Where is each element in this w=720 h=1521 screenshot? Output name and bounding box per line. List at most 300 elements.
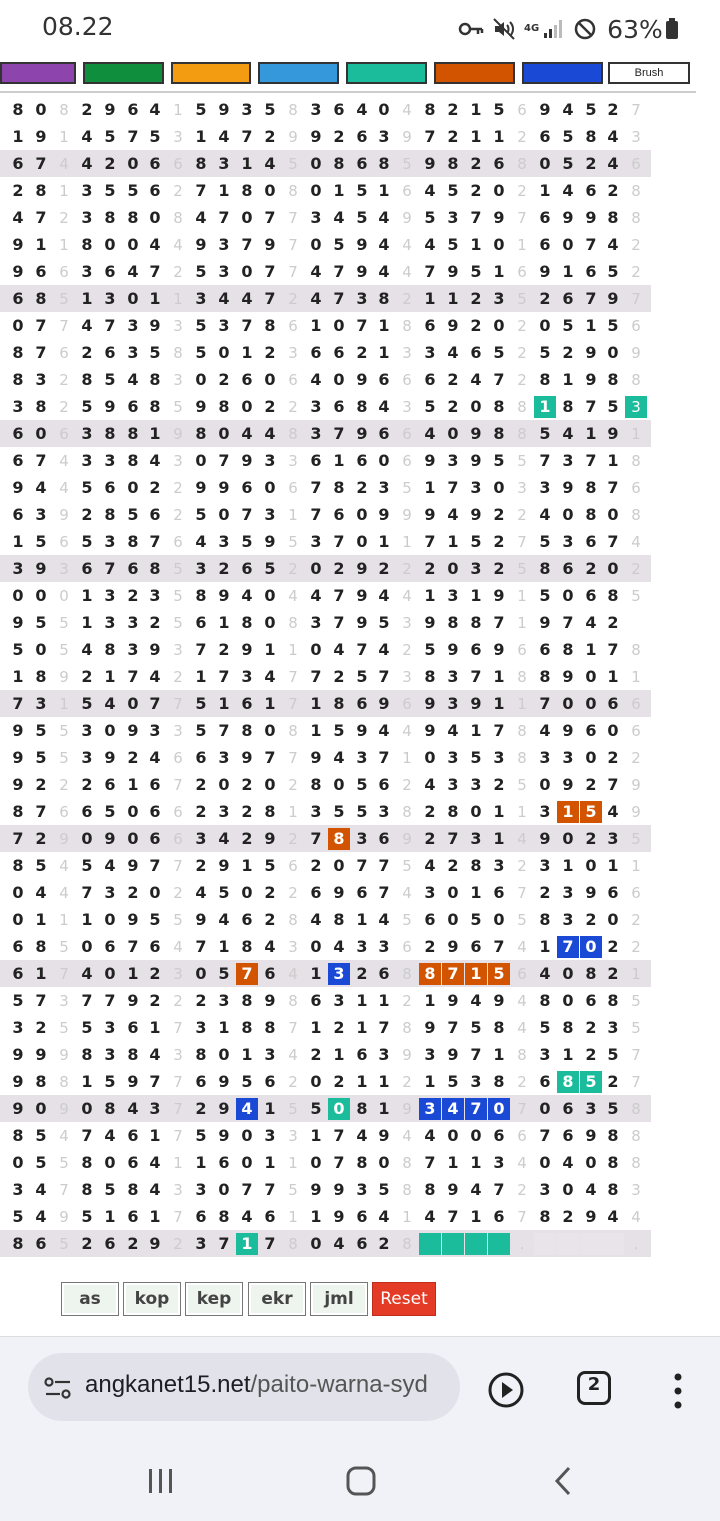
grid-cell[interactable]: 6 — [104, 478, 116, 497]
grid-cell[interactable]: 8 — [493, 1072, 505, 1091]
grid-cell[interactable]: 5 — [378, 613, 390, 632]
grid-separator-cell[interactable]: 9 — [59, 1208, 69, 1226]
grid-cell[interactable]: 6 — [356, 1045, 368, 1064]
grid-cell[interactable]: 3 — [378, 478, 390, 497]
grid-cell[interactable]: 0 — [195, 370, 207, 389]
grid-cell[interactable]: 6 — [104, 262, 116, 281]
grid-cell[interactable]: 2 — [81, 667, 93, 686]
grid-cell[interactable]: 8 — [424, 100, 436, 119]
grid-cell[interactable]: 7 — [241, 235, 253, 254]
grid-cell[interactable]: 6 — [310, 343, 322, 362]
grid-cell[interactable]: 2 — [493, 532, 505, 551]
grid-separator-cell[interactable]: 9 — [402, 1100, 412, 1118]
grid-separator-cell[interactable]: 7 — [173, 1019, 183, 1037]
grid-cell[interactable]: 6 — [104, 343, 116, 362]
grid-separator-cell[interactable]: 8 — [173, 209, 183, 227]
grid-cell[interactable]: 4 — [424, 424, 436, 443]
grid-cell[interactable]: 9 — [149, 316, 161, 335]
grid-separator-cell[interactable]: 4 — [517, 938, 527, 956]
grid-cell[interactable]: 4 — [104, 694, 116, 713]
grid-cell[interactable]: 0 — [470, 1126, 482, 1145]
grid-cell[interactable]: 4 — [241, 586, 253, 605]
grid-cell[interactable]: 3 — [12, 397, 24, 416]
grid-cell[interactable]: 6 — [195, 1072, 207, 1091]
grid-cell[interactable]: 3 — [539, 478, 551, 497]
grid-cell[interactable]: 0 — [127, 694, 139, 713]
grid-cell[interactable]: 3 — [264, 1045, 276, 1064]
grid-cell[interactable]: 4 — [81, 127, 93, 146]
grid-separator-cell[interactable]: 4 — [59, 479, 69, 497]
grid-separator-cell[interactable]: 9 — [631, 344, 641, 362]
grid-cell[interactable]: 8 — [333, 478, 345, 497]
grid-separator-cell[interactable]: 6 — [517, 641, 527, 659]
grid-cell[interactable]: 2 — [264, 397, 276, 416]
grid-cell[interactable]: 0 — [447, 424, 459, 443]
grid-cell[interactable]: 0 — [562, 964, 574, 983]
grid-cell[interactable]: 2 — [447, 127, 459, 146]
grid-cell[interactable]: 0 — [447, 1126, 459, 1145]
grid-cell[interactable]: 8 — [127, 451, 139, 470]
grid-cell[interactable]: 3 — [378, 802, 390, 821]
grid-cell[interactable]: 3 — [424, 883, 436, 902]
grid-cell[interactable]: 3 — [447, 451, 459, 470]
grid-cell[interactable]: 6 — [127, 1018, 139, 1037]
grid-separator-cell[interactable]: 2 — [59, 371, 69, 389]
grid-cell[interactable]: 9 — [218, 856, 230, 875]
grid-cell[interactable]: 5 — [195, 100, 207, 119]
grid-separator-cell[interactable]: 8 — [402, 1154, 412, 1172]
grid-cell[interactable]: 4 — [607, 1207, 619, 1226]
grid-cell[interactable]: 0 — [562, 829, 574, 848]
grid-cell[interactable]: 5 — [580, 1071, 602, 1093]
grid-cell[interactable]: 2 — [493, 775, 505, 794]
grid-cell[interactable]: 9 — [470, 451, 482, 470]
grid-cell[interactable]: 4 — [35, 1207, 47, 1226]
grid-cell[interactable]: 8 — [539, 559, 551, 578]
grid-cell[interactable]: 3 — [378, 937, 390, 956]
grid-cell[interactable]: 0 — [447, 883, 459, 902]
grid-cell[interactable]: 4 — [241, 424, 253, 443]
grid-cell[interactable]: 0 — [562, 235, 574, 254]
grid-cell[interactable]: 7 — [424, 1153, 436, 1172]
grid-cell[interactable]: 2 — [195, 775, 207, 794]
grid-cell[interactable]: 8 — [12, 1126, 24, 1145]
grid-separator-cell[interactable]: 2 — [288, 290, 298, 308]
grid-cell[interactable]: 1 — [12, 532, 24, 551]
grid-cell[interactable]: 2 — [607, 964, 619, 983]
grid-cell[interactable]: 6 — [378, 829, 390, 848]
grid-cell[interactable]: 1 — [218, 1018, 230, 1037]
grid-separator-cell[interactable]: 3 — [288, 452, 298, 470]
grid-separator-cell[interactable]: 9 — [173, 425, 183, 443]
grid-cell[interactable]: 3 — [539, 1045, 551, 1064]
grid-cell[interactable]: 9 — [585, 370, 597, 389]
grid-separator-cell[interactable]: 4 — [402, 1127, 412, 1145]
grid-separator-cell[interactable]: 4 — [631, 1208, 641, 1226]
grid-cell[interactable]: 0 — [447, 559, 459, 578]
grid-separator-cell[interactable]: 4 — [517, 1154, 527, 1172]
grid-cell[interactable]: 1 — [424, 1072, 436, 1091]
grid-separator-cell[interactable]: 5 — [402, 857, 412, 875]
grid-cell[interactable]: 6 — [378, 775, 390, 794]
grid-separator-cell[interactable]: 3 — [59, 560, 69, 578]
grid-cell[interactable]: 0 — [218, 424, 230, 443]
grid-cell[interactable]: 4 — [470, 370, 482, 389]
grid-cell[interactable]: 3 — [81, 208, 93, 227]
grid-separator-cell[interactable]: 2 — [517, 182, 527, 200]
grid-cell[interactable]: 8 — [607, 1153, 619, 1172]
grid-separator-cell[interactable]: 1 — [402, 533, 412, 551]
grid-cell[interactable]: 5 — [470, 262, 482, 281]
grid-cell[interactable]: 3 — [104, 289, 116, 308]
grid-cell[interactable]: 2 — [493, 559, 505, 578]
grid-cell[interactable]: 8 — [241, 613, 253, 632]
grid-separator-cell[interactable]: 5 — [173, 398, 183, 416]
grid-cell[interactable]: 6 — [562, 559, 574, 578]
grid-separator-cell[interactable]: 7 — [631, 101, 641, 119]
grid-separator-cell[interactable]: 6 — [288, 479, 298, 497]
grid-cell[interactable]: 5 — [607, 316, 619, 335]
grid-cell[interactable]: 3 — [35, 370, 47, 389]
grid-cell[interactable]: 0 — [333, 316, 345, 335]
grid-cell[interactable]: 2 — [424, 559, 436, 578]
grid-separator-cell[interactable]: 7 — [517, 1100, 527, 1118]
grid-separator-cell[interactable]: 2 — [631, 749, 641, 767]
grid-cell[interactable]: 5 — [470, 1018, 482, 1037]
grid-cell[interactable]: 3 — [104, 1018, 116, 1037]
grid-cell[interactable]: 2 — [264, 883, 276, 902]
grid-cell[interactable]: 9 — [447, 991, 459, 1010]
grid-cell[interactable]: 2 — [333, 1018, 345, 1037]
grid-cell[interactable]: 1 — [310, 1018, 322, 1037]
grid-cell[interactable]: 0 — [470, 802, 482, 821]
grid-cell[interactable]: 8 — [356, 1099, 368, 1118]
grid-cell[interactable]: 2 — [104, 154, 116, 173]
grid-cell[interactable]: 4 — [539, 721, 551, 740]
grid-cell[interactable]: 1 — [241, 343, 253, 362]
grid-cell[interactable]: 5 — [149, 910, 161, 929]
grid-cell[interactable]: 1 — [447, 1153, 459, 1172]
grid-cell[interactable]: 7 — [447, 478, 459, 497]
grid-cell[interactable]: 8 — [264, 1018, 276, 1037]
grid-cell[interactable]: 7 — [35, 991, 47, 1010]
grid-cell[interactable]: 3 — [81, 721, 93, 740]
grid-separator-cell[interactable]: 5 — [59, 938, 69, 956]
grid-cell[interactable]: 8 — [195, 154, 207, 173]
grid-separator-cell[interactable]: 2 — [288, 398, 298, 416]
more-options-icon[interactable] — [668, 1371, 688, 1411]
grid-cell[interactable]: 0 — [104, 910, 116, 929]
grid-separator-cell[interactable]: 3 — [631, 1181, 641, 1199]
grid-cell[interactable]: 1 — [539, 937, 551, 956]
grid-cell[interactable]: 8 — [35, 1072, 47, 1091]
grid-separator-cell[interactable]: 4 — [288, 1046, 298, 1064]
grid-cell[interactable]: 9 — [562, 721, 574, 740]
grid-cell[interactable]: 3 — [104, 532, 116, 551]
grid-cell[interactable]: 8 — [447, 802, 459, 821]
grid-cell[interactable]: 7 — [149, 1072, 161, 1091]
grid-cell[interactable]: 9 — [264, 991, 276, 1010]
grid-cell[interactable]: 1 — [356, 910, 368, 929]
grid-separator-cell[interactable]: 5 — [59, 641, 69, 659]
grid-cell[interactable]: 7 — [585, 235, 597, 254]
grid-cell[interactable]: 4 — [127, 1099, 139, 1118]
grid-cell[interactable]: 7 — [447, 1018, 459, 1037]
grid-cell[interactable]: 3 — [493, 856, 505, 875]
grid-cell[interactable]: 6 — [127, 100, 139, 119]
grid-cell[interactable]: 1 — [310, 694, 322, 713]
grid-cell[interactable]: 6 — [264, 1207, 276, 1226]
grid-cell[interactable]: 6 — [333, 397, 345, 416]
grid-cell[interactable]: 2 — [356, 343, 368, 362]
grid-cell[interactable]: 6 — [149, 802, 161, 821]
grid-separator-cell[interactable]: 1 — [59, 182, 69, 200]
grid-separator-cell[interactable]: 8 — [288, 992, 298, 1010]
grid-separator-cell[interactable]: 0 — [59, 587, 69, 605]
grid-cell[interactable]: 3 — [378, 127, 390, 146]
grid-separator-cell[interactable]: 4 — [59, 452, 69, 470]
grid-cell[interactable]: 4 — [442, 1098, 464, 1120]
grid-cell[interactable]: 9 — [12, 235, 24, 254]
grid-separator-cell[interactable]: 3 — [517, 479, 527, 497]
grid-cell[interactable]: 7 — [149, 262, 161, 281]
grid-cell[interactable]: 9 — [12, 721, 24, 740]
grid-separator-cell[interactable]: 6 — [517, 263, 527, 281]
grid-cell[interactable]: 7 — [264, 748, 276, 767]
grid-cell[interactable]: 8 — [218, 397, 230, 416]
grid-separator-cell[interactable]: 7 — [59, 965, 69, 983]
grid-cell[interactable]: 7 — [104, 316, 116, 335]
grid-cell[interactable]: 9 — [424, 154, 436, 173]
grid-cell[interactable]: 4 — [35, 883, 47, 902]
grid-cell[interactable]: 9 — [470, 694, 482, 713]
grid-cell[interactable]: 9 — [424, 694, 436, 713]
grid-separator-cell[interactable]: 7 — [288, 668, 298, 686]
grid-cell[interactable]: 2 — [264, 343, 276, 362]
grid-separator-cell[interactable]: 5 — [173, 911, 183, 929]
grid-separator-cell[interactable]: 3 — [173, 317, 183, 335]
grid-cell[interactable]: 7 — [333, 613, 345, 632]
grid-cell[interactable]: 7 — [442, 963, 464, 985]
grid-cell[interactable]: 6 — [378, 370, 390, 389]
grid-cell[interactable]: 3 — [81, 451, 93, 470]
grid-cell[interactable]: 6 — [356, 451, 368, 470]
grid-cell[interactable]: 0 — [607, 505, 619, 524]
grid-cell[interactable]: 9 — [493, 640, 505, 659]
grid-cell[interactable]: 9 — [218, 478, 230, 497]
grid-separator-cell[interactable]: 2 — [402, 1073, 412, 1091]
grid-cell[interactable]: 9 — [585, 208, 597, 227]
grid-separator-cell[interactable]: 6 — [517, 101, 527, 119]
grid-separator-cell[interactable]: 7 — [173, 1073, 183, 1091]
grid-cell[interactable]: 9 — [356, 262, 368, 281]
grid-cell[interactable]: 2 — [264, 127, 276, 146]
grid-cell[interactable]: 2 — [607, 100, 619, 119]
grid-cell[interactable]: 7 — [447, 1207, 459, 1226]
grid-cell[interactable]: 9 — [493, 208, 505, 227]
grid-cell[interactable]: 9 — [356, 424, 368, 443]
grid-separator-cell[interactable]: 6 — [59, 344, 69, 362]
grid-cell[interactable]: 8 — [195, 1045, 207, 1064]
grid-separator-cell[interactable]: 8 — [631, 209, 641, 227]
grid-separator-cell[interactable]: 4 — [631, 533, 641, 551]
grid-separator-cell[interactable]: 8 — [402, 1019, 412, 1037]
grid-cell[interactable]: 3 — [241, 100, 253, 119]
grid-cell[interactable]: 9 — [562, 775, 574, 794]
grid-cell[interactable]: 0 — [424, 748, 436, 767]
grid-separator-cell[interactable]: 5 — [517, 290, 527, 308]
grid-cell[interactable]: 2 — [195, 991, 207, 1010]
grid-cell[interactable]: 7 — [493, 613, 505, 632]
grid-cell[interactable]: 5 — [104, 127, 116, 146]
grid-cell[interactable]: 6 — [333, 100, 345, 119]
grid-cell[interactable]: 5 — [539, 424, 551, 443]
grid-separator-cell[interactable]: 3 — [173, 641, 183, 659]
grid-cell[interactable]: 0 — [333, 775, 345, 794]
grid-cell[interactable]: 5 — [195, 1126, 207, 1145]
grid-cell[interactable]: 6 — [539, 127, 551, 146]
grid-cell[interactable]: 9 — [424, 505, 436, 524]
grid-cell[interactable]: 1 — [470, 127, 482, 146]
grid-cell[interactable]: 0 — [310, 640, 322, 659]
grid-cell[interactable]: 6 — [539, 640, 551, 659]
grid-cell[interactable]: 3 — [149, 1099, 161, 1118]
grid-separator-cell[interactable]: 1 — [288, 1154, 298, 1172]
grid-cell[interactable]: 0 — [607, 721, 619, 740]
grid-cell[interactable]: 2 — [218, 370, 230, 389]
grid-cell[interactable]: 9 — [356, 559, 368, 578]
grid-separator-cell[interactable]: 8 — [631, 371, 641, 389]
grid-cell[interactable]: 5 — [607, 1099, 619, 1118]
grid-separator-cell[interactable]: 6 — [288, 371, 298, 389]
grid-cell[interactable]: 7 — [378, 667, 390, 686]
grid-separator-cell[interactable]: 1 — [631, 965, 641, 983]
grid-separator-cell[interactable]: 6 — [59, 263, 69, 281]
grid-separator-cell[interactable]: 2 — [288, 560, 298, 578]
grid-cell[interactable]: 6 — [562, 1099, 574, 1118]
grid-cell[interactable]: 8 — [539, 991, 551, 1010]
grid-cell[interactable]: 5 — [195, 721, 207, 740]
grid-cell[interactable]: 8 — [127, 1045, 139, 1064]
grid-cell[interactable]: 9 — [218, 586, 230, 605]
grid-separator-cell[interactable]: 2 — [517, 128, 527, 146]
grid-cell[interactable]: 7 — [539, 1126, 551, 1145]
grid-cell[interactable]: 2 — [447, 100, 459, 119]
grid-separator-cell[interactable]: 8 — [402, 965, 412, 983]
grid-cell[interactable]: 6 — [127, 1153, 139, 1172]
grid-cell[interactable]: 2 — [378, 559, 390, 578]
grid-separator-cell[interactable]: 1 — [517, 587, 527, 605]
grid-separator-cell[interactable]: 8 — [288, 101, 298, 119]
grid-cell[interactable]: 3 — [104, 1045, 116, 1064]
grid-cell[interactable]: 3 — [539, 1180, 551, 1199]
grid-cell[interactable]: 2 — [493, 505, 505, 524]
grid-cell[interactable]: 0 — [81, 829, 93, 848]
grid-cell[interactable]: 6 — [104, 775, 116, 794]
grid-cell[interactable]: 2 — [310, 1045, 322, 1064]
grid-cell[interactable]: 2 — [607, 748, 619, 767]
grid-cell[interactable]: 8 — [419, 963, 441, 985]
grid-cell[interactable]: 2 — [149, 964, 161, 983]
grid-separator-cell[interactable]: 7 — [59, 317, 69, 335]
grid-separator-cell[interactable]: 7 — [517, 884, 527, 902]
grid-cell[interactable]: 4 — [424, 181, 436, 200]
grid-cell[interactable]: 2 — [585, 775, 597, 794]
grid-cell[interactable]: 2 — [607, 181, 619, 200]
grid-cell[interactable]: 0 — [310, 1234, 322, 1253]
grid-cell[interactable]: 6 — [12, 505, 24, 524]
grid-cell[interactable]: 6 — [356, 694, 368, 713]
grid-separator-cell[interactable]: 6 — [402, 371, 412, 389]
grid-cell[interactable]: 5 — [356, 181, 368, 200]
grid-separator-cell[interactable]: 3 — [288, 938, 298, 956]
grid-cell[interactable]: 2 — [562, 343, 574, 362]
grid-separator-cell[interactable]: 7 — [288, 1019, 298, 1037]
grid-cell[interactable]: 4 — [127, 370, 139, 389]
grid-cell[interactable]: 8 — [585, 478, 597, 497]
grid-cell[interactable]: 1 — [607, 451, 619, 470]
grid-cell[interactable]: 7 — [607, 478, 619, 497]
grid-cell[interactable]: 7 — [424, 262, 436, 281]
grid-cell[interactable]: 1 — [333, 451, 345, 470]
grid-separator-cell[interactable]: 1 — [59, 911, 69, 929]
grid-cell[interactable]: 1 — [81, 910, 93, 929]
grid-cell[interactable]: 0 — [488, 1098, 510, 1120]
grid-cell[interactable]: 1 — [310, 1126, 322, 1145]
grid-cell[interactable]: 2 — [149, 478, 161, 497]
grid-cell[interactable]: 3 — [333, 991, 345, 1010]
grid-separator-cell[interactable]: 6 — [631, 479, 641, 497]
grid-cell[interactable]: 8 — [104, 640, 116, 659]
grid-separator-cell[interactable]: 6 — [631, 317, 641, 335]
grid-cell[interactable]: 2 — [264, 910, 276, 929]
as-button[interactable]: as — [61, 1282, 119, 1316]
grid-cell[interactable]: 0 — [218, 1180, 230, 1199]
grid-cell[interactable]: 8 — [149, 397, 161, 416]
grid-cell[interactable]: 9 — [12, 775, 24, 794]
site-settings-icon[interactable] — [44, 1377, 72, 1399]
grid-separator-cell[interactable]: 2 — [288, 1073, 298, 1091]
grid-cell[interactable]: 0 — [493, 181, 505, 200]
grid-cell[interactable]: 8 — [539, 910, 551, 929]
grid-cell[interactable]: 3 — [12, 1018, 24, 1037]
grid-cell[interactable]: 4 — [241, 1207, 253, 1226]
grid-separator-cell[interactable]: 6 — [402, 182, 412, 200]
grid-separator-cell[interactable]: 2 — [59, 776, 69, 794]
grid-separator-cell[interactable]: 2 — [288, 830, 298, 848]
grid-cell[interactable]: 7 — [539, 694, 551, 713]
ekr-button[interactable]: ekr — [248, 1282, 306, 1316]
grid-cell[interactable]: 8 — [81, 1180, 93, 1199]
grid-cell[interactable]: 2 — [470, 316, 482, 335]
grid-cell[interactable]: 4 — [378, 208, 390, 227]
grid-separator-cell[interactable]: 4 — [402, 884, 412, 902]
grid-cell[interactable]: 0 — [539, 316, 551, 335]
grid-cell[interactable]: 5 — [104, 1180, 116, 1199]
grid-cell[interactable]: 2 — [447, 370, 459, 389]
grid-cell[interactable]: 7 — [333, 532, 345, 551]
grid-separator-cell[interactable]: 3 — [625, 396, 647, 418]
grid-separator-cell[interactable]: 6 — [631, 722, 641, 740]
grid-cell[interactable]: 1 — [585, 424, 597, 443]
grid-separator-cell[interactable]: 2 — [173, 182, 183, 200]
grid-separator-cell[interactable]: 5 — [288, 533, 298, 551]
grid-cell[interactable]: 9 — [378, 505, 390, 524]
grid-cell[interactable]: 5 — [607, 262, 619, 281]
grid-cell[interactable]: 6 — [470, 640, 482, 659]
grid-cell[interactable]: 7 — [470, 667, 482, 686]
grid-separator-cell[interactable]: 8 — [288, 911, 298, 929]
